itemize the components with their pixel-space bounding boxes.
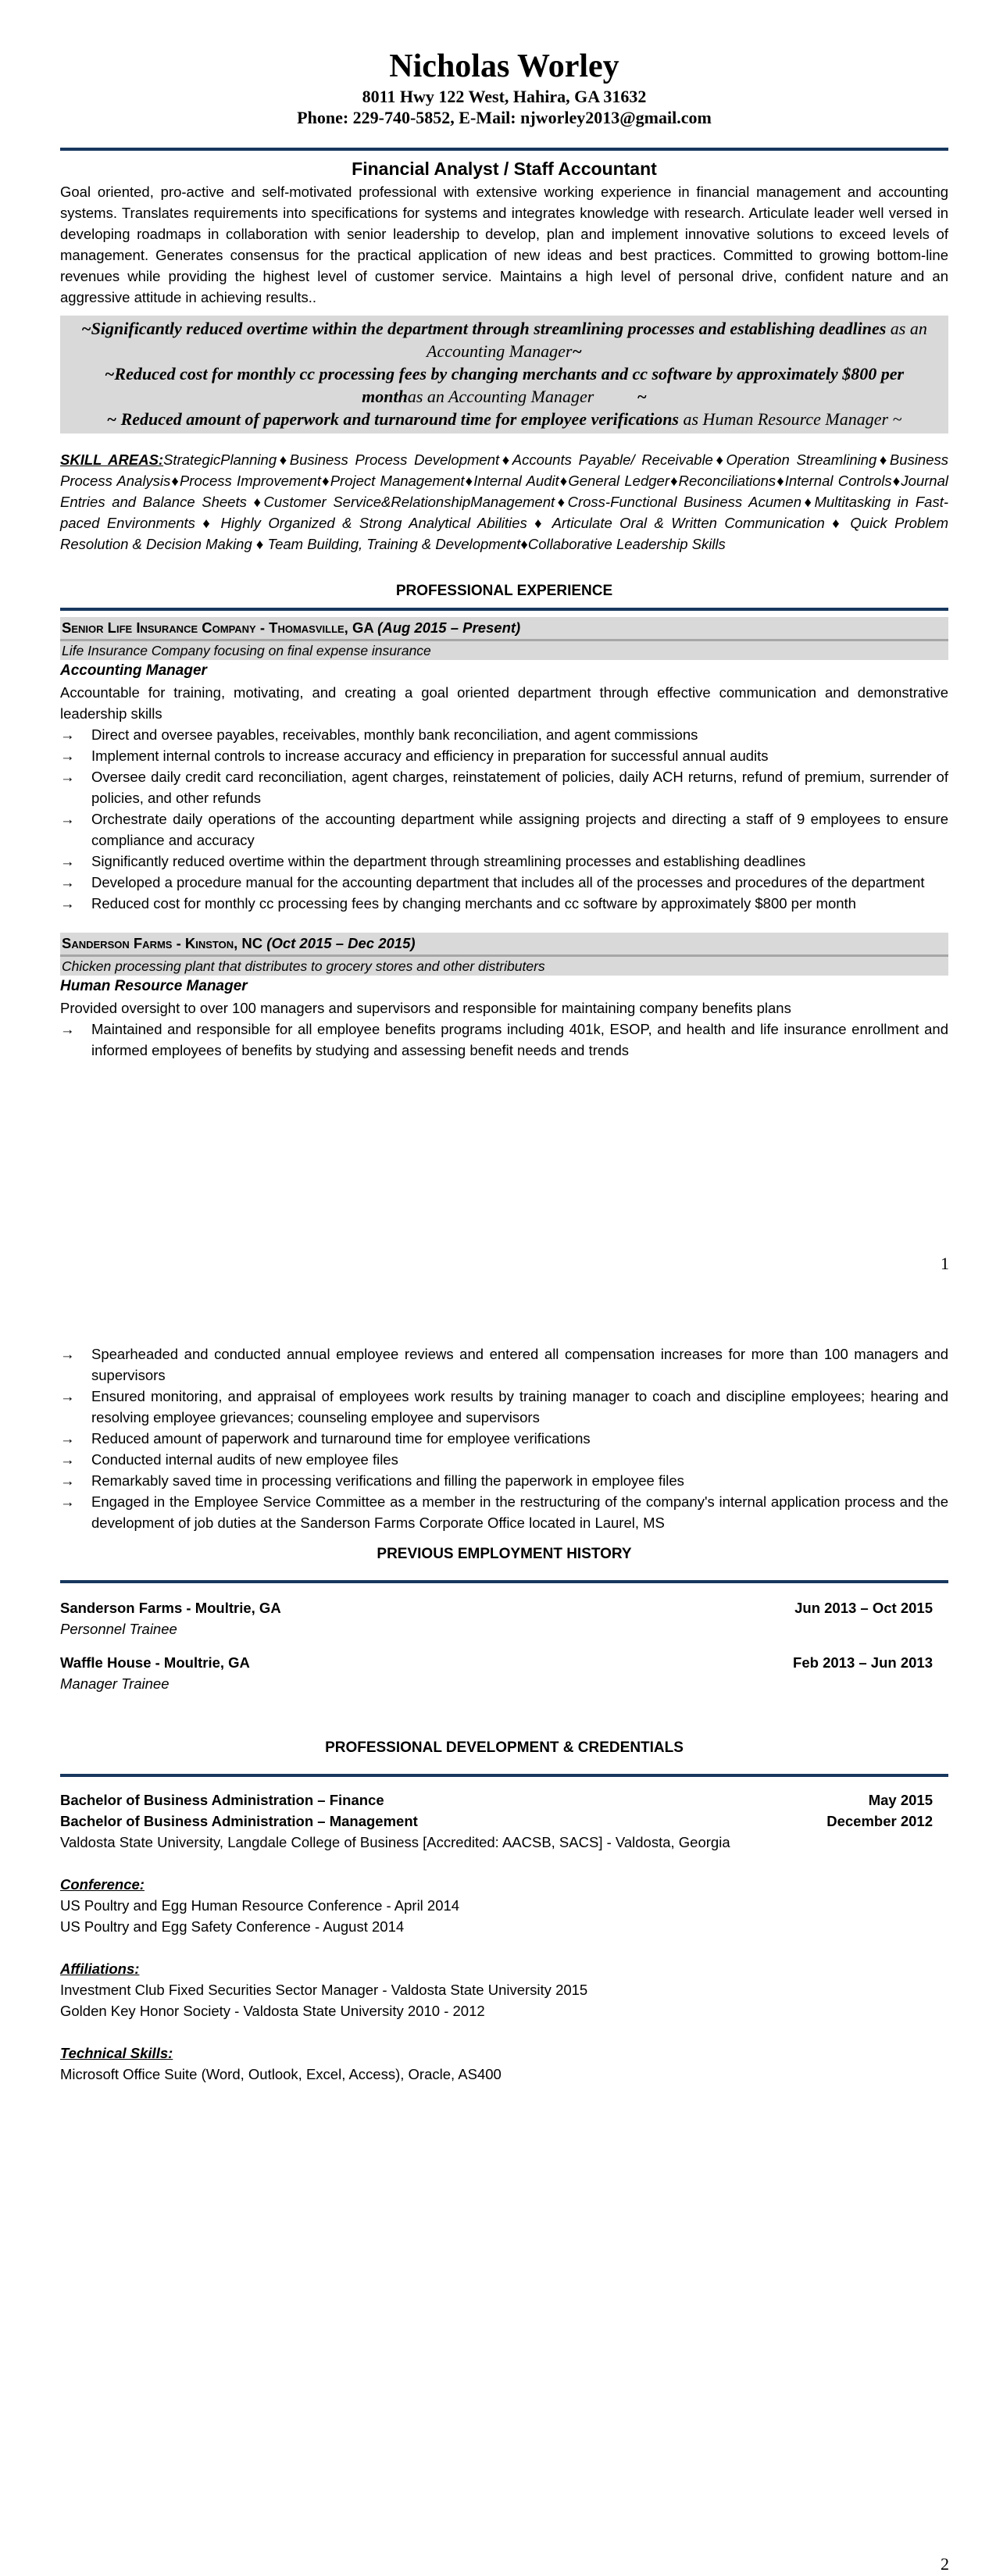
previous-item: Waffle House - Moultrie, GA Feb 2013 – Jun 2013 Manager Trainee: [60, 1654, 933, 1692]
technical-skills: Technical Skills: Microsoft Office Suite (Word, Outlook, Excel, Access), Oracle, AS400: [60, 2045, 502, 2082]
company-description: Life Insurance Company focusing on final expense insurance: [60, 641, 948, 660]
company-bar: Senior Life Insurance Company - Thomasville, GA (Aug 2015 – Present): [60, 617, 948, 641]
list-item: → Oversee daily credit card reconciliation, agent charges, reinstatement of policies, daily ACH returns, refund of premium, surrender of policies, and other refunds: [60, 769, 948, 806]
job-bullets-continued: [60, 1343, 948, 1533]
list-item: → Reduced amount of paperwork and turnaround time for employee verifications: [60, 1430, 591, 1447]
school: Valdosta State University, Langdale College of Business [Accredited: AACSB, SACS] - Valdosta, Georgia: [60, 1834, 730, 1850]
company-description: Chicken processing plant that distributes to grocery stores and other distributers: [60, 957, 948, 976]
list-item: → Developed a procedure manual for the accounting department that includes all of the processes and procedures of the department: [60, 874, 925, 890]
list-item: → Orchestrate daily operations of the accounting department while assigning projects and directing a staff of 9 employees to ensure compliance and accuracy: [60, 811, 948, 848]
list-item: → Maintained and responsible for all employee benefits programs including 401k, ESOP, and health and life insurance enrollment and informed employees of benefits by studying and assessing benefit needs and trends: [60, 1021, 948, 1058]
section-heading-experience: PROFESSIONAL EXPERIENCE: [395, 583, 613, 599]
degree: Bachelor of Business Administration – Finance May 2015: [60, 1792, 933, 1808]
highlight: ~ Reduced amount of paperwork and turnaround time for employee verifications as Human Resource Manager ~: [106, 409, 902, 429]
section-heading-credentials: PROFESSIONAL DEVELOPMENT & CREDENTIALS: [325, 1739, 684, 1756]
list-item: → Significantly reduced overtime within the department through streamlining processes and establishing deadlines: [60, 853, 806, 869]
job-role: Human Resource Manager: [60, 978, 248, 994]
job-bullets: [60, 724, 948, 914]
page-2: [0, 1289, 996, 2576]
list-item: → Engaged in the Employee Service Committee as a member in the restructuring of the company's internal application process and the development of job duties at the Sanderson Farms Corporate Office located in Laurel, MS: [60, 1493, 948, 1531]
previous-item: Sanderson Farms - Moultrie, GA Jun 2013 – Oct 2015 Personnel Trainee: [60, 1600, 933, 1637]
section-heading-previous: PREVIOUS EMPLOYMENT HISTORY: [377, 1546, 632, 1562]
list-item: → Implement internal controls to increase accuracy and efficiency in preparation for successful annual audits: [60, 747, 769, 764]
divider: [60, 1774, 948, 1777]
page-number: 2: [941, 2554, 949, 2574]
skill-areas: SKILL AREAS:StrategicPlanning♦Business Process Development♦Accounts Payable/ Receivable♦Operation Streamlining♦Business Process Analysis♦Process Improvement♦Project Management♦Internal Audit♦General Ledger♦Reconciliations♦Internal Controls♦Journal Entries and Balance Sheets ♦Customer Service&RelationshipManagement♦Cross-Functional Business Acumen♦Multitasking in Fast-paced Environments ♦ Highly Organized & Strong Analytical Abilities ♦ Articulate Oral & Written Communication ♦ Quick Problem Resolution & Decision Making ♦ Team Building, Training & Development♦Collaborative Leadership Skills: [60, 451, 949, 552]
job-entry: [60, 617, 948, 914]
company-bar: Sanderson Farms - Kinston, NC (Oct 2015 – Dec 2015): [60, 933, 948, 957]
list-item: → Direct and oversee payables, receivables, monthly bank reconciliation, and agent commissions: [60, 726, 698, 743]
job-entry: [60, 933, 948, 1061]
highlight: ~Reduced cost for monthly cc processing fees by changing merchants and cc software by approximately $800 per monthas an Accounting Manager ~: [104, 364, 905, 406]
objective-title: Financial Analyst / Staff Accountant: [352, 159, 657, 179]
divider: [60, 1580, 948, 1583]
page-number: 1: [941, 1254, 949, 1273]
education: [60, 1789, 948, 1853]
list-item: → Ensured monitoring, and appraisal of employees work results by training manager to coach and discipline employees; hearing and resolving employee grievances; counseling employee and supervisors: [60, 1388, 948, 1425]
job-bullets: [60, 1019, 948, 1061]
job-role: Accounting Manager: [60, 662, 207, 679]
address: 8011 Hwy 122 West, Hahira, GA 31632: [362, 87, 647, 106]
candidate-name: Nicholas Worley: [389, 48, 619, 84]
contact-info: Phone: 229-740-5852, E-Mail: njworley2013@gmail.com: [297, 108, 712, 127]
conferences: Conference: US Poultry and Egg Human Resource Conference - April 2014 US Poultry and Egg Safety Conference - August 2014: [60, 1876, 460, 1935]
job-intro: Provided oversight to over 100 managers and supervisors and responsible for maintaining company benefits plans: [60, 1000, 791, 1016]
list-item: → Reduced cost for monthly cc processing fees by changing merchants and cc software by approximately $800 per month: [60, 895, 856, 912]
list-item: → Spearheaded and conducted annual employee reviews and entered all compensation increases for more than 100 managers and supervisors: [60, 1346, 948, 1383]
affiliations: Affiliations: Investment Club Fixed Securities Sector Manager - Valdosta State University 2015 Golden Key Honor Society - Valdosta State University 2010 - 2012: [60, 1961, 588, 2019]
degree: Bachelor of Business Administration – Management December 2012: [60, 1813, 933, 1829]
resume-header: [60, 47, 948, 128]
highlight: ~Significantly reduced overtime within the department through streamlining processes and establishing deadlines as an Accounting Manager~: [81, 319, 927, 361]
divider: [60, 148, 948, 151]
highlights-box: [60, 316, 948, 433]
summary: Goal oriented, pro-active and self-motivated professional with extensive working experience in financial management and accounting systems. Translates requirements into specifications for systems and integrates knowledge with research. Articulate leader well versed in developing roadmaps in collaboration with senior leadership to develop, plan and implement innovative solutions to exceed levels of management. Generates consensus for the practical application of new ideas and best practices. Committed to growing bottom-line revenues while providing the highest level of customer service. Maintains a high level of personal drive, confident nature and an aggressive attitude in achieving results..: [60, 184, 948, 305]
list-item: → Remarkably saved time in processing verifications and filling the paperwork in employee files: [60, 1472, 684, 1489]
divider: [60, 608, 948, 611]
job-intro: Accountable for training, motivating, and creating a goal oriented department through effective communication and demonstrative leadership skills: [60, 684, 948, 722]
list-item: → Conducted internal audits of new employee files: [60, 1451, 398, 1468]
